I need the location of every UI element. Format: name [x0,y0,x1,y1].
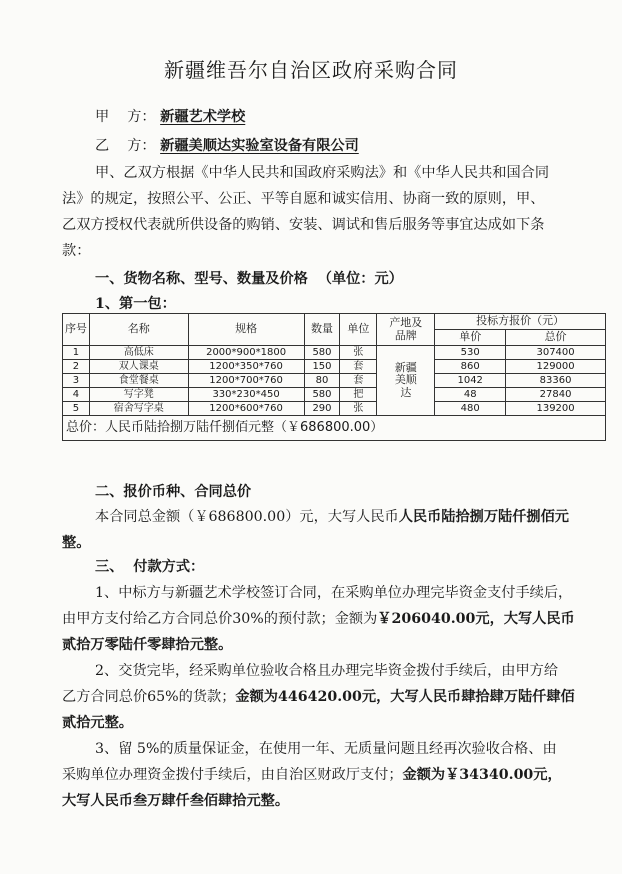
intro-line: 乙双方授权代表就所供设备的购销、安装、调试和售后服务等事宜达成如下条 [62,217,545,233]
payment-3-line [62,764,562,784]
table-row [63,374,606,388]
cell-total: 139200 [506,402,606,416]
cell-name: 宿舍写字桌 [89,402,188,416]
cell-total: 307400 [506,346,606,360]
payment-3-words: 大写人民币叁万肆仟叁佰肆拾元整。 [62,793,290,809]
intro-line: 法》的规定，按照公平、公正、平等自愿和诚实信用、协商一致的原则，甲、 [62,191,545,207]
cell-unit: 把 [340,388,377,402]
payment-1-line: 1、中标方与新疆艺术学校签订合同，在采购单位办理完毕资金支付手续后， [95,585,573,601]
payment-2-amount: 金额为446420.00元，大写人民币肆拾肆万陆仟肆佰 [235,689,575,705]
cell-unit: 套 [340,360,377,374]
cell-no: 2 [63,360,90,374]
table-row [63,388,606,402]
header-name: 名称 [89,314,188,346]
party-b-label: 乙 方： [95,138,156,154]
cell-unit-price: 48 [435,388,506,402]
payment-1-line [62,608,575,628]
contract-amount-words: 人民币陆拾捌万陆仟捌佰元 [398,509,569,525]
party-a-label: 甲 方： [95,109,156,125]
cell-no: 5 [63,402,90,416]
cell-origin-brand: 新疆美顺达 [377,346,435,416]
section1-heading: 一、货物名称、型号、数量及价格 （单位：元） [95,271,403,287]
contract-amount-words-end: 整。 [62,535,91,551]
cell-name: 高低床 [89,346,188,360]
section1-subheading: 1、第一包： [95,296,176,312]
cell-qty: 580 [304,388,340,402]
payment-1-amount: ￥206040.00元，大写人民币 [377,611,575,627]
header-qty: 数量 [304,314,340,346]
party-a-name: 新疆艺术学校 [160,109,246,125]
header-origin: 产地及品牌 [377,314,435,346]
cell-unit-price: 860 [435,360,506,374]
payment-3-amount: 金额为￥34340.00元， [402,767,562,783]
goods-table [62,313,606,441]
table-row [63,402,606,416]
header-unit: 单位 [340,314,377,346]
payment-2-words: 贰拾元整。 [62,715,133,731]
table-row [63,360,606,374]
document-title: 新疆维吾尔自治区政府采购合同 [164,58,458,82]
cell-unit: 套 [340,374,377,388]
payment-2-text: 乙方合同总价65%的货款； [62,689,236,705]
header-bid: 投标方报价（元） [435,314,606,330]
header-no: 序号 [63,314,90,346]
cell-qty: 290 [304,402,340,416]
table-total-row [63,416,606,441]
section3-heading: 三、 付款方式： [95,559,205,575]
table-row [63,346,606,360]
cell-no: 1 [63,346,90,360]
section2-line [95,506,569,526]
cell-spec: 1200*700*760 [188,374,304,388]
payment-1-text: 由甲方支付给乙方合同总价30%的预付款；金额为 [62,611,378,627]
payment-3-line: 3、留 5%的质量保证金，在使用一年、无质量问题且经再次验收合格、由 [95,741,557,757]
header-unit-price: 单价 [435,330,506,346]
party-b [95,135,359,155]
payment-2-line [62,686,575,706]
intro-line: 甲、乙双方根据《中华人民共和国政府采购法》和《中华人民共和国合同 [95,165,550,181]
cell-name: 双人课桌 [89,360,188,374]
payment-3-text: 采购单位办理资金拨付手续后，由自治区财政厅支付； [62,767,403,783]
cell-total: 27840 [506,388,606,402]
intro-line: 款： [62,243,91,259]
cell-unit-price: 530 [435,346,506,360]
contract-amount-text: 本合同总金额（￥686800.00）元，大写人民币 [95,509,399,525]
header-total: 总价 [506,330,606,346]
cell-qty: 80 [304,374,340,388]
cell-spec: 2000*900*1800 [188,346,304,360]
cell-no: 4 [63,388,90,402]
payment-2-line: 2、交货完毕，经采购单位验收合格且办理完毕资金拨付手续后，由甲方给 [95,663,559,679]
payment-1-words: 贰拾万零陆仟零肆拾元整。 [62,637,233,653]
cell-spec: 1200*350*760 [188,360,304,374]
cell-unit: 张 [340,346,377,360]
party-a [95,106,245,126]
party-b-name: 新疆美顺达实验室设备有限公司 [160,138,359,154]
cell-unit-price: 480 [435,402,506,416]
cell-qty: 150 [304,360,340,374]
header-spec: 规格 [188,314,304,346]
cell-unit: 张 [340,402,377,416]
cell-spec: 330*230*450 [188,388,304,402]
cell-name: 食堂餐桌 [89,374,188,388]
cell-qty: 580 [304,346,340,360]
cell-no: 3 [63,374,90,388]
cell-name: 写字凳 [89,388,188,402]
cell-unit-price: 1042 [435,374,506,388]
cell-total: 83360 [506,374,606,388]
total-price-text: 总价：人民币陆拾捌万陆仟捌佰元整（￥686800.00） [63,416,606,441]
section2-heading: 二、报价币种、合同总价 [95,484,252,500]
cell-spec: 1200*600*760 [188,402,304,416]
cell-total: 129000 [506,360,606,374]
